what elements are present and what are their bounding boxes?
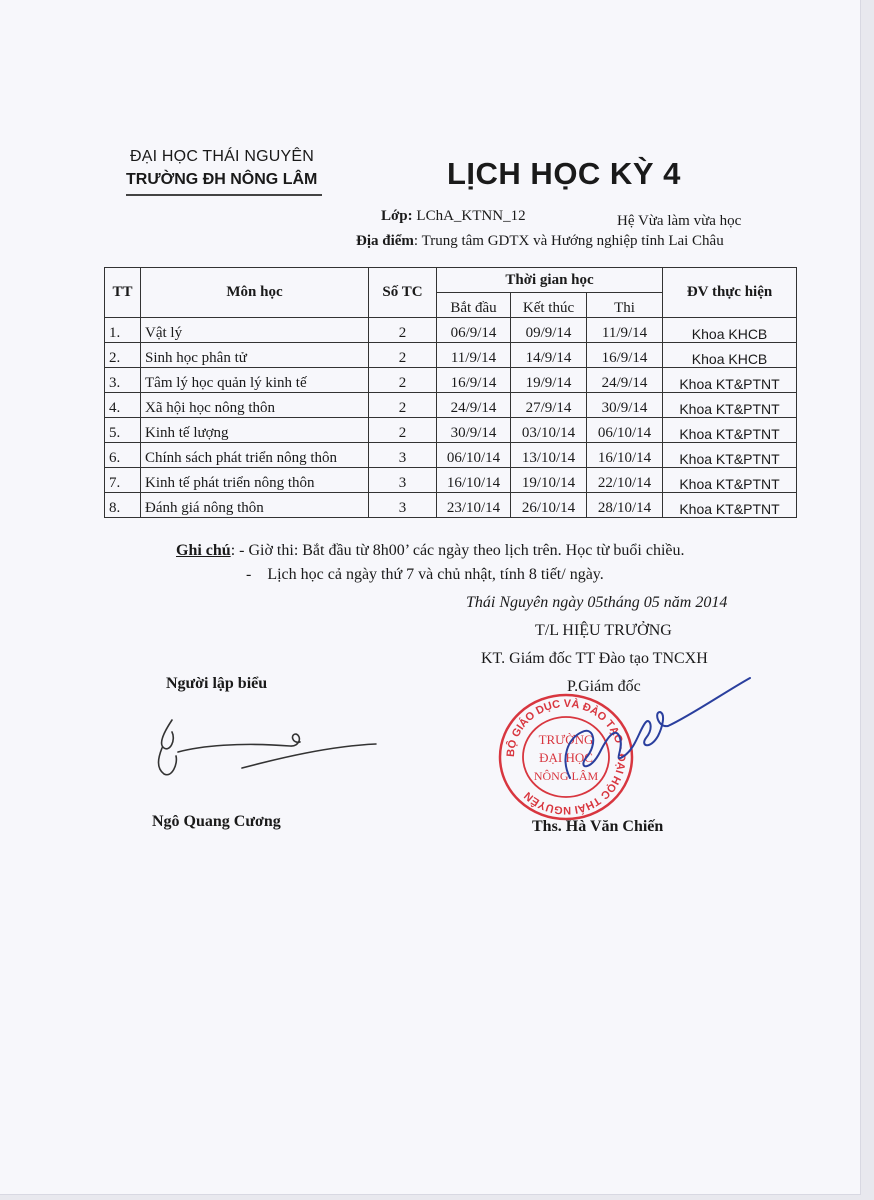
credits-cell: 2 (369, 318, 437, 343)
location-label: Địa điểm (356, 233, 414, 249)
director-name: Ths. Hà Văn Chiến (532, 818, 664, 835)
start-date-cell: 06/10/14 (437, 443, 511, 468)
end-date-cell: 14/9/14 (511, 343, 587, 368)
subject-cell: Chính sách phát triển nông thôn (141, 443, 369, 468)
start-date-cell: 06/9/14 (437, 318, 511, 343)
table-row (105, 468, 797, 493)
unit-cell: Khoa KHCB (663, 318, 797, 343)
end-date-cell: 19/9/14 (511, 368, 587, 393)
table-row (105, 368, 797, 393)
exam-date-cell: 30/9/14 (587, 393, 663, 418)
table-row (105, 493, 797, 518)
row-number: 8. (105, 493, 141, 518)
location-info (356, 233, 724, 250)
exam-date-cell: 22/10/14 (587, 468, 663, 493)
end-date-cell: 09/9/14 (511, 318, 587, 343)
subject-cell: Tâm lý học quản lý kinh tế (141, 368, 369, 393)
stamp-line-1: TRƯỜNG (538, 732, 594, 747)
credits-cell: 2 (369, 418, 437, 443)
row-number: 2. (105, 343, 141, 368)
unit-cell: Khoa KHCB (663, 343, 797, 368)
note-line-2: - Lịch học cả ngày thứ 7 và chủ nhật, tính 8 tiết/ ngày. (246, 566, 604, 583)
credits-cell: 3 (369, 468, 437, 493)
credits-cell: 3 (369, 443, 437, 468)
subject-cell: Sinh học phân tử (141, 343, 369, 368)
subject-cell: Xã hội học nông thôn (141, 393, 369, 418)
credits-cell: 2 (369, 368, 437, 393)
subject-cell: Đánh giá nông thôn (141, 493, 369, 518)
director-signature (550, 668, 760, 788)
unit-cell: Khoa KT&PTNT (663, 468, 797, 493)
exam-date-cell: 28/10/14 (587, 493, 663, 518)
credits-cell: 2 (369, 393, 437, 418)
start-date-cell: 11/9/14 (437, 343, 511, 368)
row-number: 5. (105, 418, 141, 443)
header-exam: Thi (587, 293, 663, 318)
row-number: 4. (105, 393, 141, 418)
note-text-1: : - Giờ thi: Bắt đầu từ 8h00’ các ngày theo lịch trên. Học từ buổi chiều. (230, 542, 685, 559)
stamp-line-3: NÔNG LÂM (533, 769, 599, 783)
unit-cell: Khoa KT&PTNT (663, 418, 797, 443)
row-number: 3. (105, 368, 141, 393)
stamp-ring-text: BỘ GIÁO DỤC VÀ ĐÀO TẠO · ĐẠI HỌC THÁI NGUYÊN (504, 697, 628, 817)
table-row (105, 318, 797, 343)
exam-date-cell: 11/9/14 (587, 318, 663, 343)
exam-date-cell: 16/10/14 (587, 443, 663, 468)
header-time: Thời gian học (437, 268, 663, 293)
director-title: KT. Giám đốc TT Đào tạo TNCXH (481, 650, 708, 667)
unit-cell: Khoa KT&PTNT (663, 443, 797, 468)
start-date-cell: 30/9/14 (437, 418, 511, 443)
credits-cell: 3 (369, 493, 437, 518)
unit-cell: Khoa KT&PTNT (663, 493, 797, 518)
header-tt: TT (105, 268, 141, 318)
end-date-cell: 27/9/14 (511, 393, 587, 418)
location-value: : Trung tâm GDTX và Hướng nghiệp tỉnh Lai Châu (413, 233, 724, 249)
end-date-cell: 13/10/14 (511, 443, 587, 468)
row-number: 1. (105, 318, 141, 343)
end-date-cell: 03/10/14 (511, 418, 587, 443)
exam-date-cell: 16/9/14 (587, 343, 663, 368)
unit-cell: Khoa KT&PTNT (663, 393, 797, 418)
start-date-cell: 23/10/14 (437, 493, 511, 518)
exam-date-cell: 24/9/14 (587, 368, 663, 393)
table-row (105, 393, 797, 418)
unit-cell: Khoa KT&PTNT (663, 368, 797, 393)
preparer-label: Người lập biểu (166, 675, 268, 692)
school-name: TRƯỜNG ĐH NÔNG LÂM (126, 171, 318, 188)
class-label: Lớp: (381, 208, 413, 224)
row-number: 7. (105, 468, 141, 493)
deputy-director-role: P.Giám đốc (567, 678, 641, 695)
class-info (381, 208, 526, 225)
table-row (105, 418, 797, 443)
stamp-line-2: ĐẠI HỌC (539, 750, 593, 765)
start-date-cell: 24/9/14 (437, 393, 511, 418)
header-unit: ĐV thực hiện (663, 268, 797, 318)
header-end: Kết thúc (511, 293, 587, 318)
table-row (105, 343, 797, 368)
study-system: Hệ Vừa làm vừa học (617, 213, 742, 229)
class-value: LChA_KTNN_12 (416, 208, 526, 224)
start-date-cell: 16/9/14 (437, 368, 511, 393)
table-row (105, 443, 797, 468)
on-behalf-rector: T/L HIỆU TRƯỞNG (535, 622, 672, 639)
header-subject: Môn học (141, 268, 369, 318)
issue-date: Thái Nguyên ngày 05tháng 05 năm 2014 (466, 594, 728, 611)
subject-cell: Vật lý (141, 318, 369, 343)
preparer-name: Ngô Quang Cương (152, 813, 281, 830)
school-underline (126, 194, 322, 196)
schedule-table (104, 267, 797, 518)
start-date-cell: 16/10/14 (437, 468, 511, 493)
document-title: LỊCH HỌC KỲ 4 (447, 156, 681, 191)
end-date-cell: 26/10/14 (511, 493, 587, 518)
note-line-1 (176, 542, 685, 560)
end-date-cell: 19/10/14 (511, 468, 587, 493)
note-label: Ghi chú (176, 542, 231, 559)
header-credits: Số TC (369, 268, 437, 318)
credits-cell: 2 (369, 343, 437, 368)
header-start: Bắt đầu (437, 293, 511, 318)
university-name: ĐẠI HỌC THÁI NGUYÊN (130, 148, 314, 165)
preparer-signature (150, 712, 380, 782)
subject-cell: Kinh tế phát triển nông thôn (141, 468, 369, 493)
row-number: 6. (105, 443, 141, 468)
exam-date-cell: 06/10/14 (587, 418, 663, 443)
subject-cell: Kinh tế lượng (141, 418, 369, 443)
